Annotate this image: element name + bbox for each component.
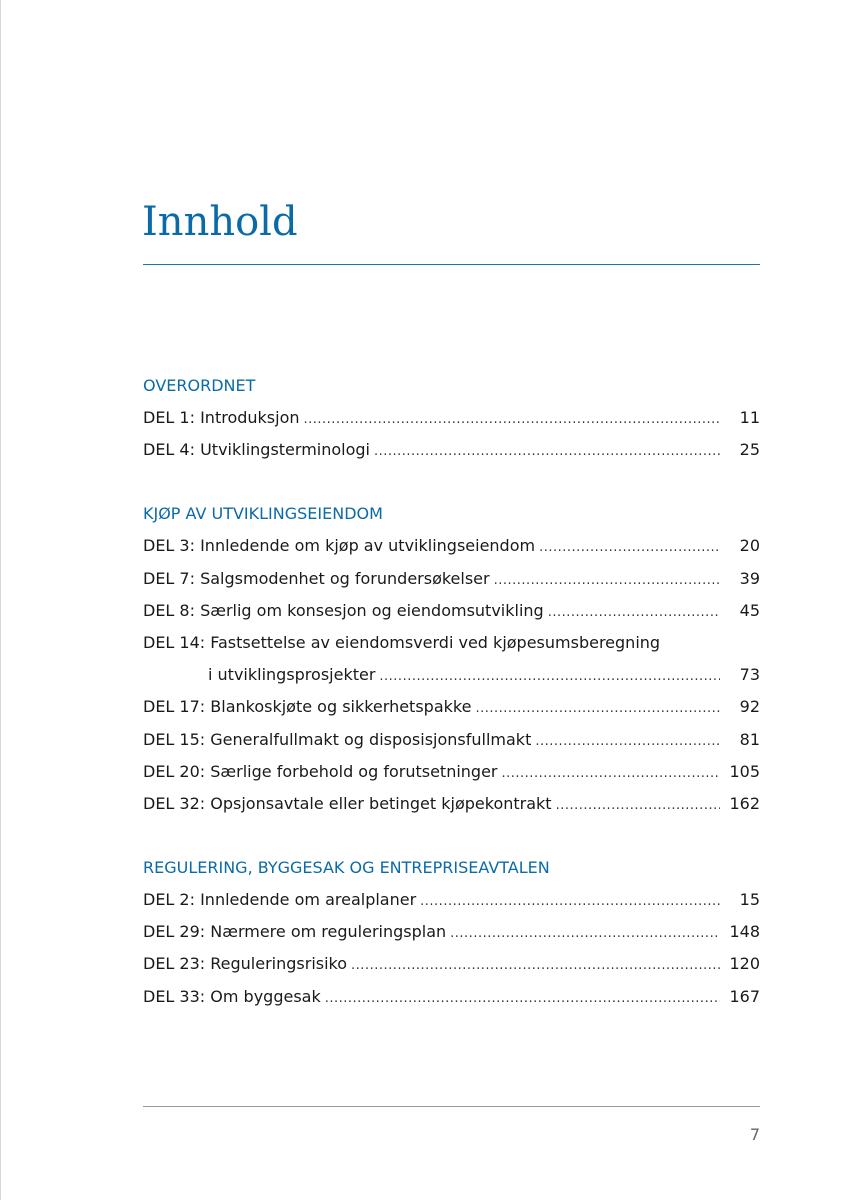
dot-leader xyxy=(535,726,720,758)
dot-leader xyxy=(379,661,720,693)
entry-page-number: 11 xyxy=(739,408,760,427)
entry-label: DEL 1: Introduksjon xyxy=(143,408,300,427)
toc-section-regulering xyxy=(143,852,760,1013)
toc-entry-first-line[interactable] xyxy=(143,627,760,659)
page-number: 7 xyxy=(749,1125,760,1144)
entry-label: DEL 17: Blankoskjøte og sikkerhetspakke xyxy=(143,697,472,717)
dot-leader xyxy=(374,436,720,468)
toc-entry[interactable] xyxy=(143,402,760,434)
entry-label: DEL 20: Særlige forbehold og forutsetninger xyxy=(143,761,498,781)
entry-label: DEL 4: Utviklingsterminologi xyxy=(143,440,370,460)
entry-page-number: 148 xyxy=(729,922,760,942)
toc-entry[interactable] xyxy=(143,916,760,948)
dot-leader xyxy=(502,758,720,790)
page-title: Innhold xyxy=(142,199,298,245)
toc-entry[interactable] xyxy=(143,691,760,723)
toc-entry[interactable] xyxy=(143,530,760,562)
entry-page-number: 162 xyxy=(729,793,760,813)
entry-label: DEL 23: Reguleringsrisiko xyxy=(143,954,348,974)
section-heading: KJØP AV UTVIKLINGSEIENDOM xyxy=(143,504,383,524)
toc-entry[interactable] xyxy=(143,434,760,466)
dot-leader xyxy=(325,983,720,1015)
entry-label: DEL 7: Salgsmodenhet og forundersøkelser xyxy=(143,568,490,588)
toc-entry[interactable] xyxy=(143,724,760,756)
entry-page-number: 39 xyxy=(739,568,760,588)
entry-page-number: 25 xyxy=(739,440,760,460)
dot-leader xyxy=(494,565,720,597)
section-heading: REGULERING, BYGGESAK OG ENTREPRISEAVTALEN xyxy=(143,858,550,878)
entry-page-number: 45 xyxy=(739,600,760,620)
toc-entry[interactable] xyxy=(143,595,760,627)
entry-label: DEL 32: Opsjonsavtale eller betinget kjøpekontrakt xyxy=(143,793,552,813)
dot-leader xyxy=(420,886,720,918)
dot-leader xyxy=(548,597,720,629)
entry-page-number: 120 xyxy=(729,954,760,974)
title-divider xyxy=(143,264,760,265)
entry-page-number: 15 xyxy=(739,890,760,910)
dot-leader xyxy=(450,918,720,950)
toc-section-overordnet xyxy=(143,370,760,466)
toc-section-kjop xyxy=(143,498,760,820)
footer-divider xyxy=(143,1106,760,1107)
entry-page-number: 73 xyxy=(739,665,760,685)
entry-label: DEL 33: Om byggesak xyxy=(143,986,321,1006)
entry-page-number: 20 xyxy=(739,536,760,556)
entry-label: DEL 29: Nærmere om reguleringsplan xyxy=(143,922,447,942)
toc-entry[interactable] xyxy=(143,563,760,595)
toc-entry[interactable] xyxy=(143,948,760,980)
entry-label: DEL 15: Generalfullmakt og disposisjonsfullmakt xyxy=(143,729,532,749)
toc-entry[interactable] xyxy=(143,756,760,788)
entry-page-number: 167 xyxy=(729,986,760,1006)
dot-leader xyxy=(351,950,720,982)
section-heading: OVERORDNET xyxy=(143,376,256,395)
toc-entry-continuation[interactable] xyxy=(143,659,760,691)
entry-label: DEL 3: Innledende om kjøp av utviklingseiendom xyxy=(143,536,536,556)
entry-page-number: 81 xyxy=(739,729,760,749)
entry-page-number: 105 xyxy=(729,761,760,781)
entry-label: DEL 2: Innledende om arealplaner xyxy=(143,890,417,910)
entry-label: DEL 14: Fastsettelse av eiendomsverdi ved kjøpesumsberegning xyxy=(143,632,661,652)
dot-leader xyxy=(539,532,720,564)
toc-entry[interactable] xyxy=(143,981,760,1013)
entry-label-continuation: i utviklingsprosjekter xyxy=(208,665,376,685)
dot-leader xyxy=(475,693,720,725)
entry-label: DEL 8: Særlig om konsesjon og eiendomsutvikling xyxy=(143,600,544,620)
dot-leader xyxy=(556,790,720,822)
toc-entry[interactable] xyxy=(143,884,760,916)
table-of-contents xyxy=(143,370,760,1013)
entry-page-number: 92 xyxy=(739,697,760,717)
toc-entry[interactable] xyxy=(143,788,760,820)
page-edge xyxy=(0,0,1,1200)
dot-leader xyxy=(304,404,720,436)
